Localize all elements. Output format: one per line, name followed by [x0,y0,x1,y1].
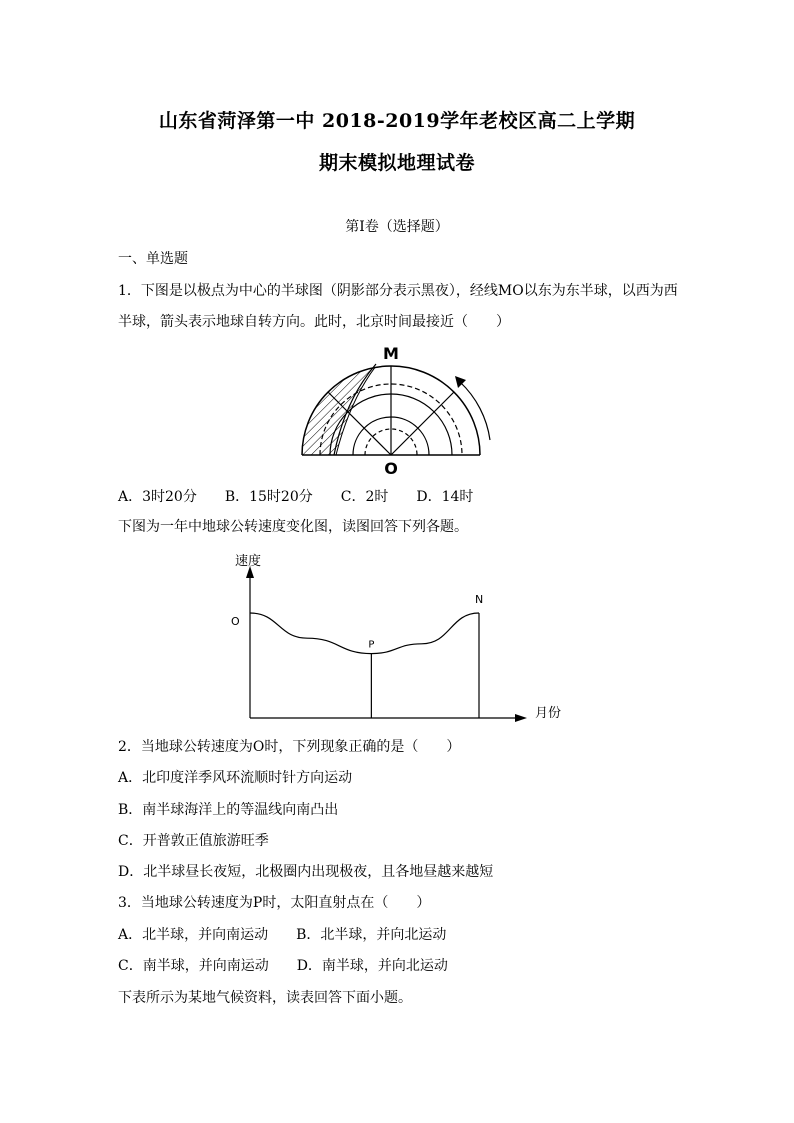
q2-option-c: C．开普敦正值旅游旺季 [118,833,269,849]
x-axis-label: 月份 [535,706,562,721]
meridian-right [391,392,454,455]
point-label-n: N [475,593,484,606]
y-axis-label: 速度 [235,554,262,569]
q1-options: A．3时20分 B．15时20分 C．2时 D．14时 [118,489,474,505]
part-heading: 一、单选题 [118,251,188,267]
q3-options-cd: C．南半球，并向南运动 D．南半球，并向北运动 [118,958,448,974]
x-axis-arrow-icon [515,714,527,722]
q1-stem-line2: 半球，箭头表示地球自转方向。此时，北京时间最接近（ ） [118,314,510,330]
point-label-o: O [231,615,240,628]
q2-option-b: B．南半球海洋上的等温线向南凸出 [118,802,339,818]
rotation-arrow [460,382,490,440]
speed-curve [250,613,479,654]
orbital-speed-chart [225,550,575,730]
point-label-p: P [368,639,375,651]
intro-q4: 下表所示为某地气候资料，读表回答下面小题。 [118,990,412,1006]
hemisphere-diagram [290,340,500,478]
q3-options-ab: A．北半球，并向南运动 B．北半球，并向北运动 [118,927,447,943]
section-heading: 第Ⅰ卷（选择题） [345,219,449,235]
q2-stem: 2．当地球公转速度为O时，下列现象正确的是（ ） [118,739,461,755]
q2-option-a: A．北印度洋季风环流顺时针方向运动 [118,770,353,786]
label-m: M [383,344,399,363]
q2-option-d: D．北半球昼长夜短，北极圈内出现极夜，且各地昼越来越短 [118,864,494,880]
label-o: O [384,459,398,478]
q3-stem: 3．当地球公转速度为P时，太阳直射点在（ ） [118,895,431,911]
intro-q2: 下图为一年中地球公转速度变化图，读图回答下列各题。 [118,519,468,535]
exam-title-line1: 山东省菏泽第一中 2018-2019学年老校区高二上学期 [158,110,636,132]
q1-stem-line1: 1．下图是以极点为中心的半球图（阴影部分表示黑夜），经线MO以东为东半球，以西为西 [118,283,678,299]
exam-title-line2: 期末模拟地理试卷 [318,152,475,174]
